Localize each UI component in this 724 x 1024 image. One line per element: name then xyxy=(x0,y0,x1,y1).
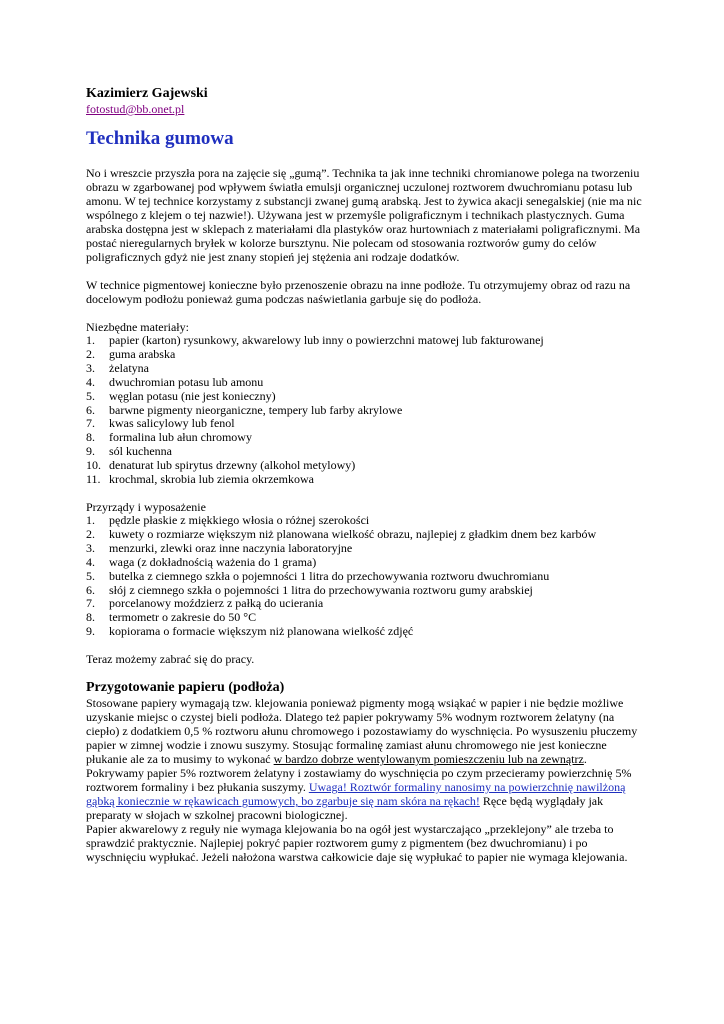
list-item-number: 1. xyxy=(86,333,95,347)
list-item-text: kopiorama o formacie większym niż planowana wielkość zdjęć xyxy=(109,624,414,639)
materials-list-item xyxy=(86,445,646,459)
tools-list-item xyxy=(86,597,646,611)
list-item-number: 2. xyxy=(86,526,95,541)
list-item-number: 1. xyxy=(86,512,95,527)
tools-list-item xyxy=(86,584,646,598)
ready-paragraph: Teraz możemy zabrać się do pracy. xyxy=(86,652,255,667)
list-item-number: 7. xyxy=(86,416,95,431)
pigment-note-paragraph: W technice pigmentowej konieczne było przenoszenie obrazu na inne podłoże. Tu otrzymujemy obraz od razu na docelowym podłożu ponieważ guma podczas naświetlania garbuje się do podłoża. xyxy=(86,278,631,306)
paragraph-text: Ręce będą wyglądały jak preparaty w słojach w szkolnej pracowni biologicznej. xyxy=(86,794,604,823)
section-title: Przygotowanie papieru (podłoża) xyxy=(86,680,285,696)
document-title: Technika gumowa xyxy=(86,128,234,149)
list-item-text: kwas salicylowy lub fenol xyxy=(109,416,235,431)
list-item-text: pędzle płaskie z miękkiego włosia o różnej szerokości xyxy=(109,512,370,527)
list-item-text: denaturat lub spirytus drzewny (alkohol metylowy) xyxy=(109,458,356,473)
list-item-text: żelatyna xyxy=(109,360,149,375)
list-item-text: termometr o zakresie do 50 °C xyxy=(109,610,257,625)
list-item-text: butelka z ciemnego szkła o pojemności 1 litra do przechowywania roztworu dwuchromianu xyxy=(109,568,550,583)
paragraph-text: Stosowane papiery wymagają tzw. klejowania ponieważ pigmenty mogą wsiąkać w papier i nie będzie możliwe uzyskanie miejsc o czystej bieli podłoża. Dlatego też papier pokrywamy 5% wodnym roztworem żelatyny (na ciepło) z dodatkiem 0,5 % roztworu ałunu chromowego i pozostawiamy do wyschnięcia. Po wysuszeniu płuczemy papier w zimnej wodzie i znowu suszymy. Stosując formalinę zamiast ałunu chromowego nie jest konieczne płukanie ale za to musimy to wykonać xyxy=(86,696,638,767)
list-item-number: 9. xyxy=(86,444,95,459)
tools-list-item xyxy=(86,570,646,584)
list-item-number: 4. xyxy=(86,374,95,389)
ventilation-note: w bardzo dobrze wentylowanym pomieszczeniu lub na zewnątrz xyxy=(273,752,584,767)
materials-list-item xyxy=(86,404,646,418)
tools-list-item xyxy=(86,625,646,639)
materials-list-item xyxy=(86,334,646,348)
materials-list-item xyxy=(86,431,646,445)
materials-heading: Niezbędne materiały: xyxy=(86,320,189,334)
list-item-number: 8. xyxy=(86,610,95,625)
list-item-number: 5. xyxy=(86,388,95,403)
list-item-text: węglan potasu (nie jest konieczny) xyxy=(109,388,276,403)
list-item-number: 2. xyxy=(86,346,95,361)
materials-list xyxy=(86,334,646,487)
list-item-number: 9. xyxy=(86,624,95,639)
materials-list-item xyxy=(86,390,646,404)
list-item-number: 6. xyxy=(86,582,95,597)
paragraph-text: . Pokrywamy papier 5% roztworem żelatyny i zostawiamy do wyschnięcia po czym przecieramy powierzchnię 5% roztworem formaliny i bez płukania suszymy. xyxy=(86,752,632,795)
list-item-text: kuwety o rozmiarze większym niż planowana wielkość obrazu, najlepiej z gładkim dnem bez karbów xyxy=(109,526,597,541)
list-item-text: guma arabska xyxy=(109,346,176,361)
tools-list-item xyxy=(86,611,646,625)
materials-list-item xyxy=(86,473,646,487)
list-item-text: menzurki, zlewki oraz inne naczynia laboratoryjne xyxy=(109,540,353,555)
list-item-text: krochmal, skrobia lub ziemia okrzemkowa xyxy=(109,472,314,487)
list-item-text: sól kuchenna xyxy=(109,444,172,459)
list-item-number: 6. xyxy=(86,402,95,417)
author-email-link[interactable]: fotostud@bb.onet.pl xyxy=(86,102,185,116)
intro-paragraph: No i wreszcie przyszła pora na zajęcie się „gumą”. Technika ta jak inne techniki chromianowe polega na tworzeniu obrazu w zgarbowanej pod wpływem światła emulsji organicznej uczulonej roztworem dwuchromianu potasu lub amonu. W tej technice korzystamy z substancji zwanej gumą arabską. Jest to żywica akacji senegalskiej (nie ma nic wspólnego z klejem o tej nazwie!). Używana jest w przemyśle poligraficznym i technikach plastycznych. Guma arabska dostępna jest w sklepach z materiałami dla plastyków oraz hurtowniach z materiałami poligraficznymi. Ma postać nieregularnych bryłek w kolorze bursztynu. Nie polecam od stosowania roztworów gumy do celów poligraficznych gdyż nie jest znany stopień jej stężenia ani rodzaje dodatków. xyxy=(86,166,642,264)
tools-list-item xyxy=(86,514,646,528)
materials-list-item xyxy=(86,362,646,376)
list-item-text: papier (karton) rysunkowy, akwarelowy lub inny o powierzchni matowej lub fakturowanej xyxy=(109,333,544,347)
tools-list-item xyxy=(86,542,646,556)
list-item-number: 11. xyxy=(86,472,101,487)
list-item-text: dwuchromian potasu lub amonu xyxy=(109,374,264,389)
list-item-number: 5. xyxy=(86,568,95,583)
list-item-number: 3. xyxy=(86,360,95,375)
materials-list-item xyxy=(86,348,646,362)
list-item-number: 10. xyxy=(86,458,101,473)
list-item-number: 8. xyxy=(86,430,95,445)
tools-list xyxy=(86,514,646,639)
author-name: Kazimierz Gajewski xyxy=(86,86,208,101)
materials-list-item xyxy=(86,417,646,431)
list-item-text: porcelanowy moździerz z pałką do ucierania xyxy=(109,596,324,611)
list-item-text: formalina lub ałun chromowy xyxy=(109,430,252,445)
list-item-number: 3. xyxy=(86,540,95,555)
tools-list-item xyxy=(86,556,646,570)
watercolor-paper-paragraph: Papier akwarelowy z reguły nie wymaga klejowania bo na ogół jest wystarczająco „przeklejony” ale trzeba to sprawdzić praktycznie. Najlepiej pokryć papier roztworem gumy z pigmentem (bez dwuchromianu) i po wyschnięciu wypłukać. Jeżeli nałożona warstwa całkowicie daje się wypłukać to papier nie wymaga klejowania. xyxy=(86,822,628,865)
materials-list-item xyxy=(86,459,646,473)
list-item-number: 7. xyxy=(86,596,95,611)
list-item-text: barwne pigmenty nieorganiczne, tempery lub farby akrylowe xyxy=(109,402,403,417)
materials-list-item xyxy=(86,376,646,390)
list-item-number: 4. xyxy=(86,554,95,569)
list-item-text: waga (z dokładnością ważenia do 1 grama) xyxy=(109,554,317,569)
document-page xyxy=(86,86,646,864)
tools-list-item xyxy=(86,528,646,542)
formalin-warning-link[interactable]: Uwaga! Roztwór formaliny nanosimy na powierzchnię nawilżoną gąbką koniecznie w rękawicach gumowych, bo zgarbuje się nam skóra na rękach! xyxy=(86,780,626,809)
list-item-text: słój z ciemnego szkła o pojemności 1 litra do przechowywania roztworu gumy arabskiej xyxy=(109,582,533,597)
tools-heading: Przyrządy i wyposażenie xyxy=(86,499,206,514)
paper-preparation-paragraph xyxy=(86,696,646,822)
